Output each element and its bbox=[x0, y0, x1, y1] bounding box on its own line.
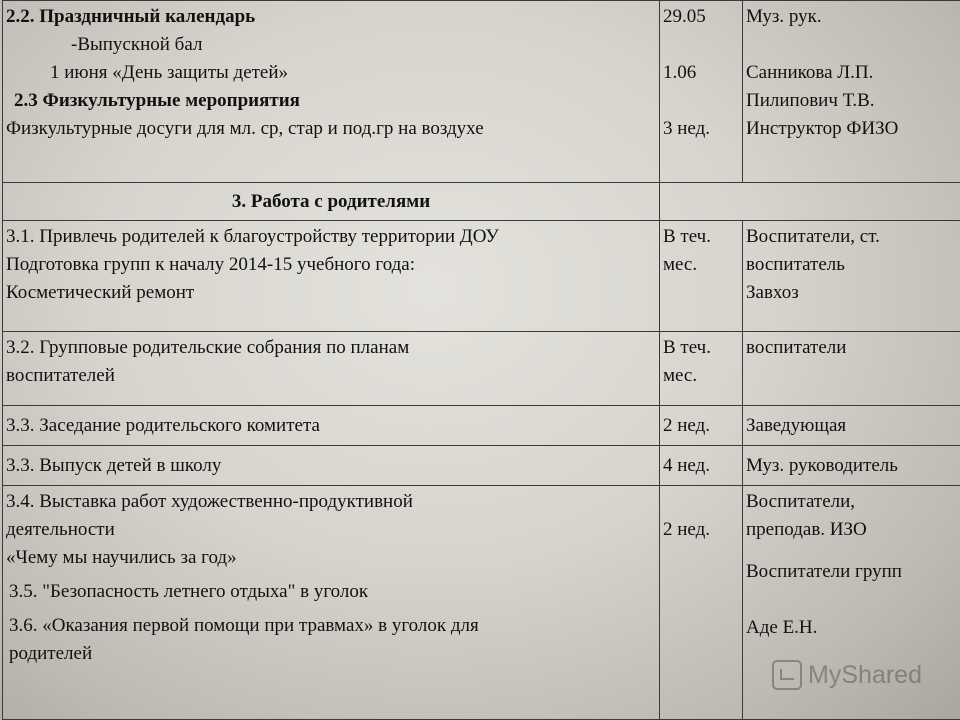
activity-cell bbox=[3, 486, 660, 720]
plan-table bbox=[2, 0, 960, 720]
activity-text: 3.4. Выставка работ художественно-продуктивной bbox=[6, 491, 413, 512]
responsible-name: Санникова Л.П. bbox=[746, 62, 874, 83]
table-row bbox=[3, 332, 960, 406]
time-value: 2 нед. bbox=[663, 414, 711, 436]
time-value: 2 нед. bbox=[663, 519, 711, 540]
responsible-cell bbox=[743, 332, 960, 406]
activity-cell bbox=[3, 406, 660, 446]
activity-text: 3.3. Выпуск детей в школу bbox=[6, 454, 222, 476]
section-heading: 2.2. Праздничный календарь bbox=[6, 6, 256, 27]
activity-text: воспитателей bbox=[6, 365, 115, 386]
responsible-name: Воспитатели групп bbox=[746, 561, 902, 582]
date-cell bbox=[660, 1, 743, 183]
responsible-cell bbox=[743, 406, 960, 446]
responsible-name: преподав. ИЗО bbox=[746, 519, 867, 540]
activity-text: Косметический ремонт bbox=[6, 282, 195, 303]
activity-text: родителей bbox=[9, 643, 93, 664]
activity-text: Подготовка групп к началу 2014-15 учебного года: bbox=[6, 254, 416, 275]
activity-text: 3.2. Групповые родительские собрания по планам bbox=[6, 337, 410, 358]
activity-text: деятельности bbox=[6, 519, 115, 540]
time-value: 4 нед. bbox=[663, 454, 711, 476]
section-heading: 2.3 Физкультурные мероприятия bbox=[14, 90, 300, 111]
activity-cell bbox=[3, 332, 660, 406]
date-value: 3 нед. bbox=[663, 118, 711, 139]
responsible-name: Муз. руководитель bbox=[746, 454, 898, 476]
responsible-cell bbox=[743, 221, 960, 332]
responsible-name: Завхоз bbox=[746, 282, 799, 303]
activity-text: 3.5. "Безопасность летнего отдыха" в уголок bbox=[9, 581, 369, 602]
table-row bbox=[3, 221, 960, 332]
time-value: мес. bbox=[663, 254, 698, 275]
table-row bbox=[3, 406, 960, 446]
time-cell bbox=[660, 221, 743, 332]
activity-item: Физкультурные досуги для мл. ср, стар и под.гр на воздухе bbox=[6, 118, 484, 139]
time-cell bbox=[660, 446, 743, 486]
responsible-name: воспитатель bbox=[746, 254, 845, 275]
responsible-name: Аде Е.Н. bbox=[746, 617, 818, 638]
watermark-icon bbox=[772, 660, 802, 690]
activity-text: «Чему мы научились за год» bbox=[6, 547, 237, 568]
holiday-activities-cell bbox=[3, 1, 660, 183]
activity-item: 1 июня «День защиты детей» bbox=[50, 62, 289, 83]
time-value: В теч. bbox=[663, 226, 711, 247]
responsible-name: Пилипович Т.В. bbox=[746, 90, 875, 111]
responsible-cell bbox=[743, 1, 960, 183]
table-row bbox=[3, 446, 960, 486]
time-value: мес. bbox=[663, 365, 698, 386]
responsible-name: Инструктор ФИЗО bbox=[746, 118, 899, 139]
table-row bbox=[3, 1, 960, 183]
responsible-name: Муз. рук. bbox=[746, 6, 822, 27]
activity-item: -Выпускной бал bbox=[71, 34, 203, 55]
activity-text: 3.6. «Оказания первой помощи при травмах» в уголок для bbox=[9, 615, 479, 636]
activity-text: 3.1. Привлечь родителей к благоустройству территории ДОУ bbox=[6, 226, 499, 247]
activity-cell bbox=[3, 221, 660, 332]
time-cell bbox=[660, 486, 743, 720]
responsible-name: Воспитатели, bbox=[746, 491, 856, 512]
date-value: 1.06 bbox=[663, 62, 697, 83]
responsible-cell bbox=[743, 446, 960, 486]
table-row bbox=[3, 183, 960, 221]
watermark-logo bbox=[772, 660, 922, 690]
responsible-name: Воспитатели, ст. bbox=[746, 226, 880, 247]
time-cell bbox=[660, 332, 743, 406]
time-cell bbox=[660, 406, 743, 446]
responsible-name: Заведующая bbox=[746, 414, 847, 436]
section-title-cell bbox=[3, 183, 660, 221]
empty-cell bbox=[660, 183, 960, 221]
activity-cell bbox=[3, 446, 660, 486]
watermark-text: MyShared bbox=[808, 660, 922, 689]
time-value: В теч. bbox=[663, 337, 711, 358]
responsible-name: воспитатели bbox=[746, 337, 847, 358]
section-heading: 3. Работа с родителями bbox=[231, 190, 431, 212]
date-value: 29.05 bbox=[663, 6, 706, 27]
activity-text: 3.3. Заседание родительского комитета bbox=[6, 414, 320, 436]
